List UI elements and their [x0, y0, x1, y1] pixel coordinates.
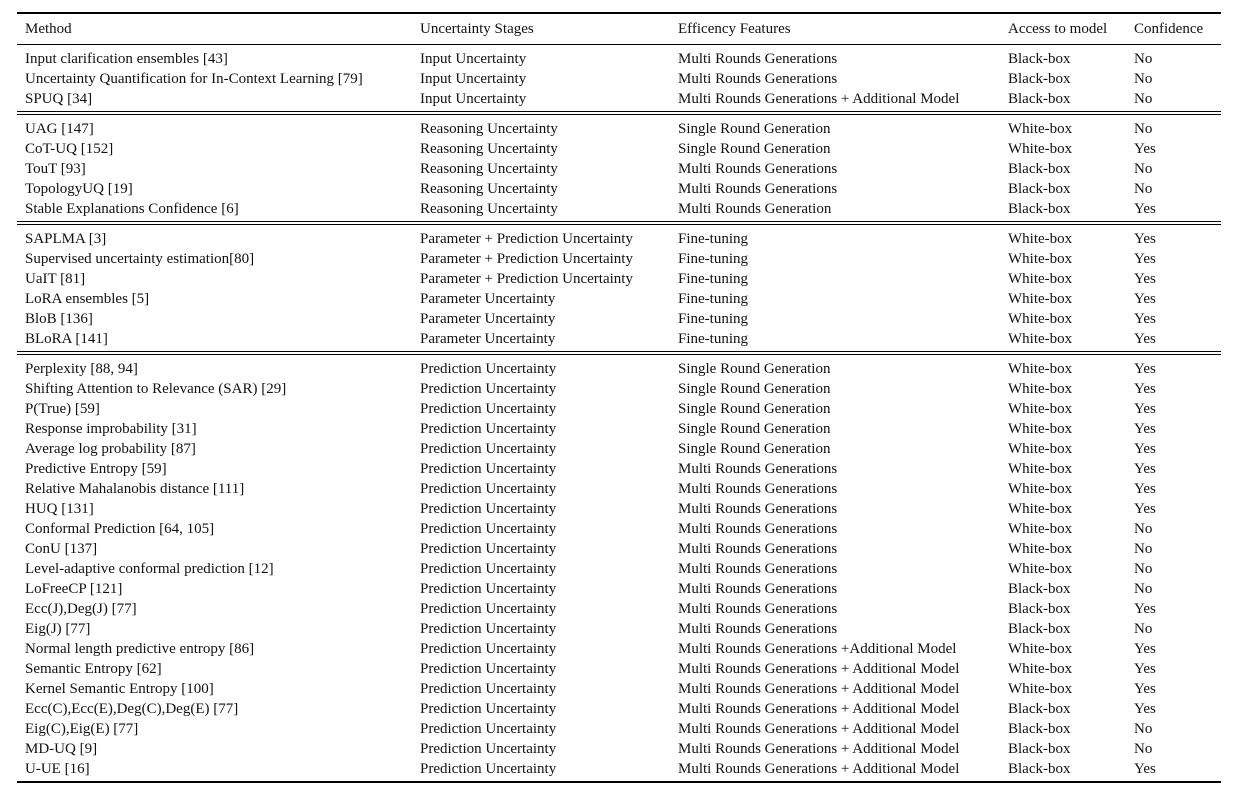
model-access-cell: White-box [1008, 641, 1073, 657]
model-access-cell: White-box [1008, 121, 1073, 137]
method-cell: Predictive Entropy [59] [25, 461, 167, 477]
efficiency-feature-cell: Multi Rounds Generations + Additional Model [678, 761, 960, 777]
uncertainty-stage-cell: Prediction Uncertainty [420, 661, 557, 677]
confidence-cell: No [1134, 121, 1153, 137]
efficiency-feature-cell: Multi Rounds Generations [678, 181, 838, 197]
uncertainty-stage-cell: Prediction Uncertainty [420, 561, 557, 577]
method-cell: BloB [136] [25, 311, 93, 327]
efficiency-feature-cell: Multi Rounds Generations [678, 621, 838, 637]
uncertainty-stage-cell: Prediction Uncertainty [420, 601, 557, 617]
confidence-cell: Yes [1134, 201, 1156, 217]
uncertainty-stage-cell: Prediction Uncertainty [420, 621, 557, 637]
uncertainty-stage-cell: Prediction Uncertainty [420, 681, 557, 697]
efficiency-feature-cell: Multi Rounds Generations [678, 581, 838, 597]
uncertainty-stage-cell: Parameter Uncertainty [420, 291, 556, 307]
method-cell: BLoRA [141] [25, 331, 108, 347]
confidence-cell: No [1134, 581, 1153, 597]
confidence-cell: No [1134, 621, 1153, 637]
method-cell: U-UE [16] [25, 761, 90, 777]
confidence-cell: Yes [1134, 441, 1156, 457]
table-row [17, 399, 1221, 419]
header-confidence: Confidence [1134, 21, 1204, 37]
method-cell: Supervised uncertainty estimation[80] [25, 251, 255, 267]
parameter-uncertainty-group [17, 223, 1221, 353]
efficiency-feature-cell: Multi Rounds Generations [678, 501, 838, 517]
confidence-cell: Yes [1134, 311, 1156, 327]
uncertainty-stage-cell: Parameter Uncertainty [420, 331, 556, 347]
uncertainty-stage-cell: Reasoning Uncertainty [420, 121, 558, 137]
confidence-cell: Yes [1134, 361, 1156, 377]
uncertainty-stage-cell: Prediction Uncertainty [420, 381, 557, 397]
method-cell: Ecc(C),Ecc(E),Deg(C),Deg(E) [77] [25, 701, 239, 717]
model-access-cell: Black-box [1008, 621, 1071, 637]
confidence-cell: Yes [1134, 401, 1156, 417]
efficiency-feature-cell: Single Round Generation [678, 441, 831, 457]
header-efficiency-features: Efficency Features [678, 21, 791, 37]
confidence-cell: Yes [1134, 761, 1156, 777]
table-row [17, 269, 1221, 289]
table-row [17, 539, 1221, 559]
efficiency-feature-cell: Fine-tuning [678, 311, 748, 327]
method-cell: Average log probability [87] [25, 441, 196, 457]
table-row [17, 309, 1221, 329]
table-row [17, 249, 1221, 269]
confidence-cell: No [1134, 91, 1153, 107]
model-access-cell: White-box [1008, 421, 1073, 437]
confidence-cell: Yes [1134, 641, 1156, 657]
efficiency-feature-cell: Multi Rounds Generations [678, 561, 838, 577]
efficiency-feature-cell: Multi Rounds Generations + Additional Model [678, 701, 960, 717]
model-access-cell: White-box [1008, 521, 1073, 537]
uncertainty-stage-cell: Reasoning Uncertainty [420, 181, 558, 197]
confidence-cell: No [1134, 521, 1153, 537]
method-cell: Input clarification ensembles [43] [25, 51, 228, 67]
model-access-cell: Black-box [1008, 581, 1071, 597]
table-row [17, 45, 1221, 70]
table-row [17, 353, 1221, 379]
efficiency-feature-cell: Multi Rounds Generations + Additional Model [678, 741, 960, 757]
confidence-cell: Yes [1134, 331, 1156, 347]
method-cell: TopologyUQ [19] [25, 181, 133, 197]
input-uncertainty-group [17, 45, 1221, 114]
model-access-cell: Black-box [1008, 601, 1071, 617]
confidence-cell: No [1134, 161, 1153, 177]
confidence-cell: Yes [1134, 501, 1156, 517]
uncertainty-stage-cell: Parameter + Prediction Uncertainty [420, 231, 633, 247]
method-cell: HUQ [131] [25, 501, 94, 517]
confidence-cell: No [1134, 71, 1153, 87]
efficiency-feature-cell: Multi Rounds Generations [678, 481, 838, 497]
efficiency-feature-cell: Multi Rounds Generations [678, 521, 838, 537]
table-row [17, 439, 1221, 459]
model-access-cell: Black-box [1008, 181, 1071, 197]
model-access-cell: White-box [1008, 401, 1073, 417]
confidence-cell: Yes [1134, 291, 1156, 307]
comparison-table-container [17, 12, 1221, 783]
uncertainty-stage-cell: Prediction Uncertainty [420, 441, 557, 457]
uncertainty-stage-cell: Prediction Uncertainty [420, 501, 557, 517]
confidence-cell: Yes [1134, 231, 1156, 247]
model-access-cell: Black-box [1008, 701, 1071, 717]
table-row [17, 499, 1221, 519]
confidence-cell: No [1134, 741, 1153, 757]
model-access-cell: White-box [1008, 501, 1073, 517]
efficiency-feature-cell: Multi Rounds Generations [678, 51, 838, 67]
uncertainty-stage-cell: Prediction Uncertainty [420, 641, 557, 657]
confidence-cell: No [1134, 541, 1153, 557]
uncertainty-stage-cell: Parameter + Prediction Uncertainty [420, 251, 633, 267]
efficiency-feature-cell: Multi Rounds Generations [678, 71, 838, 87]
efficiency-feature-cell: Fine-tuning [678, 331, 748, 347]
table-row [17, 419, 1221, 439]
efficiency-feature-cell: Fine-tuning [678, 231, 748, 247]
uncertainty-stage-cell: Parameter Uncertainty [420, 311, 556, 327]
header-uncertainty-stages: Uncertainty Stages [420, 21, 534, 37]
model-access-cell: Black-box [1008, 201, 1071, 217]
model-access-cell: White-box [1008, 311, 1073, 327]
model-access-cell: White-box [1008, 141, 1073, 157]
uncertainty-stage-cell: Prediction Uncertainty [420, 741, 557, 757]
uncertainty-stage-cell: Parameter + Prediction Uncertainty [420, 271, 633, 287]
table-row [17, 679, 1221, 699]
efficiency-feature-cell: Single Round Generation [678, 141, 831, 157]
confidence-cell: No [1134, 181, 1153, 197]
uncertainty-stage-cell: Prediction Uncertainty [420, 701, 557, 717]
confidence-cell: Yes [1134, 271, 1156, 287]
uncertainty-stage-cell: Prediction Uncertainty [420, 581, 557, 597]
model-access-cell: Black-box [1008, 721, 1071, 737]
method-cell: Response improbability [31] [25, 421, 197, 437]
method-cell: Semantic Entropy [62] [25, 661, 162, 677]
model-access-cell: White-box [1008, 461, 1073, 477]
table-row [17, 599, 1221, 619]
model-access-cell: White-box [1008, 661, 1073, 677]
method-cell: Conformal Prediction [64, 105] [25, 521, 215, 537]
model-access-cell: Black-box [1008, 161, 1071, 177]
header-row [17, 13, 1221, 45]
method-cell: UAG [147] [25, 121, 94, 137]
efficiency-feature-cell: Single Round Generation [678, 381, 831, 397]
header-access-to-model: Access to model [1008, 21, 1108, 37]
uncertainty-stage-cell: Prediction Uncertainty [420, 361, 557, 377]
uncertainty-stage-cell: Reasoning Uncertainty [420, 201, 558, 217]
method-cell: SAPLMA [3] [25, 231, 107, 247]
confidence-cell: Yes [1134, 381, 1156, 397]
confidence-cell: No [1134, 51, 1153, 67]
table-row [17, 699, 1221, 719]
table-row [17, 223, 1221, 249]
method-cell: P(True) [59] [25, 401, 100, 417]
table-row [17, 579, 1221, 599]
method-cell: LoFreeCP [121] [25, 581, 123, 597]
model-access-cell: White-box [1008, 361, 1073, 377]
method-cell: Shifting Attention to Relevance (SAR) [29] [25, 381, 287, 397]
method-cell: Stable Explanations Confidence [6] [25, 201, 239, 217]
prediction-uncertainty-group [17, 353, 1221, 782]
method-cell: Uncertainty Quantification for In-Context Learning [79] [25, 71, 363, 87]
table-row [17, 329, 1221, 353]
model-access-cell: Black-box [1008, 91, 1071, 107]
uncertainty-stage-cell: Input Uncertainty [420, 91, 527, 107]
table-row [17, 479, 1221, 499]
confidence-cell: Yes [1134, 461, 1156, 477]
efficiency-feature-cell: Multi Rounds Generations +Additional Model [678, 641, 957, 657]
confidence-cell: Yes [1134, 661, 1156, 677]
table-row [17, 89, 1221, 113]
uncertainty-stage-cell: Prediction Uncertainty [420, 721, 557, 737]
table-row [17, 519, 1221, 539]
method-cell: Eig(C),Eig(E) [77] [25, 721, 139, 737]
efficiency-feature-cell: Multi Rounds Generations + Additional Model [678, 661, 960, 677]
model-access-cell: Black-box [1008, 761, 1071, 777]
confidence-cell: Yes [1134, 701, 1156, 717]
method-cell: Level-adaptive conformal prediction [12] [25, 561, 274, 577]
uncertainty-methods-table [17, 12, 1221, 783]
uncertainty-stage-cell: Reasoning Uncertainty [420, 161, 558, 177]
efficiency-feature-cell: Single Round Generation [678, 121, 831, 137]
table-row [17, 459, 1221, 479]
method-cell: LoRA ensembles [5] [25, 291, 150, 307]
uncertainty-stage-cell: Prediction Uncertainty [420, 541, 557, 557]
table-row [17, 69, 1221, 89]
model-access-cell: White-box [1008, 331, 1073, 347]
efficiency-feature-cell: Multi Rounds Generations [678, 601, 838, 617]
efficiency-feature-cell: Multi Rounds Generations [678, 541, 838, 557]
model-access-cell: White-box [1008, 561, 1073, 577]
uncertainty-stage-cell: Prediction Uncertainty [420, 421, 557, 437]
efficiency-feature-cell: Single Round Generation [678, 361, 831, 377]
table-row [17, 113, 1221, 139]
model-access-cell: Black-box [1008, 741, 1071, 757]
uncertainty-stage-cell: Prediction Uncertainty [420, 521, 557, 537]
efficiency-feature-cell: Fine-tuning [678, 251, 748, 267]
method-cell: ConU [137] [25, 541, 98, 557]
model-access-cell: Black-box [1008, 71, 1071, 87]
uncertainty-stage-cell: Prediction Uncertainty [420, 761, 557, 777]
table-row [17, 559, 1221, 579]
efficiency-feature-cell: Multi Rounds Generation [678, 201, 832, 217]
efficiency-feature-cell: Single Round Generation [678, 421, 831, 437]
method-cell: UaIT [81] [25, 271, 86, 287]
uncertainty-stage-cell: Input Uncertainty [420, 51, 527, 67]
model-access-cell: Black-box [1008, 51, 1071, 67]
table-row [17, 199, 1221, 223]
method-cell: Eig(J) [77] [25, 621, 91, 637]
uncertainty-stage-cell: Prediction Uncertainty [420, 481, 557, 497]
table-row [17, 379, 1221, 399]
header-method: Method [25, 21, 72, 37]
efficiency-feature-cell: Fine-tuning [678, 291, 748, 307]
model-access-cell: White-box [1008, 681, 1073, 697]
model-access-cell: White-box [1008, 231, 1073, 247]
method-cell: Normal length predictive entropy [86] [25, 641, 255, 657]
confidence-cell: Yes [1134, 681, 1156, 697]
table-header [17, 13, 1221, 45]
model-access-cell: White-box [1008, 291, 1073, 307]
efficiency-feature-cell: Fine-tuning [678, 271, 748, 287]
confidence-cell: Yes [1134, 601, 1156, 617]
confidence-cell: Yes [1134, 141, 1156, 157]
method-cell: Ecc(J),Deg(J) [77] [25, 601, 137, 617]
table-row [17, 659, 1221, 679]
method-cell: Kernel Semantic Entropy [100] [25, 681, 214, 697]
uncertainty-stage-cell: Prediction Uncertainty [420, 401, 557, 417]
method-cell: Perplexity [88, 94] [25, 361, 138, 377]
table-row [17, 159, 1221, 179]
table-row [17, 639, 1221, 659]
table-row [17, 619, 1221, 639]
method-cell: CoT-UQ [152] [25, 141, 114, 157]
reasoning-uncertainty-group [17, 113, 1221, 223]
efficiency-feature-cell: Multi Rounds Generations + Additional Model [678, 91, 960, 107]
model-access-cell: White-box [1008, 441, 1073, 457]
uncertainty-stage-cell: Prediction Uncertainty [420, 461, 557, 477]
confidence-cell: Yes [1134, 421, 1156, 437]
method-cell: SPUQ [34] [25, 91, 93, 107]
model-access-cell: White-box [1008, 381, 1073, 397]
table-row [17, 179, 1221, 199]
model-access-cell: White-box [1008, 251, 1073, 267]
model-access-cell: White-box [1008, 481, 1073, 497]
table-row [17, 289, 1221, 309]
table-row [17, 739, 1221, 759]
efficiency-feature-cell: Multi Rounds Generations [678, 461, 838, 477]
table-row [17, 139, 1221, 159]
table-row [17, 719, 1221, 739]
efficiency-feature-cell: Multi Rounds Generations + Additional Model [678, 721, 960, 737]
confidence-cell: No [1134, 561, 1153, 577]
confidence-cell: Yes [1134, 251, 1156, 267]
confidence-cell: Yes [1134, 481, 1156, 497]
confidence-cell: No [1134, 721, 1153, 737]
model-access-cell: White-box [1008, 271, 1073, 287]
uncertainty-stage-cell: Input Uncertainty [420, 71, 527, 87]
efficiency-feature-cell: Single Round Generation [678, 401, 831, 417]
model-access-cell: White-box [1008, 541, 1073, 557]
method-cell: MD-UQ [9] [25, 741, 98, 757]
method-cell: TouT [93] [25, 161, 86, 177]
uncertainty-stage-cell: Reasoning Uncertainty [420, 141, 558, 157]
table-row [17, 759, 1221, 782]
efficiency-feature-cell: Multi Rounds Generations [678, 161, 838, 177]
efficiency-feature-cell: Multi Rounds Generations + Additional Model [678, 681, 960, 697]
method-cell: Relative Mahalanobis distance [111] [25, 481, 245, 497]
